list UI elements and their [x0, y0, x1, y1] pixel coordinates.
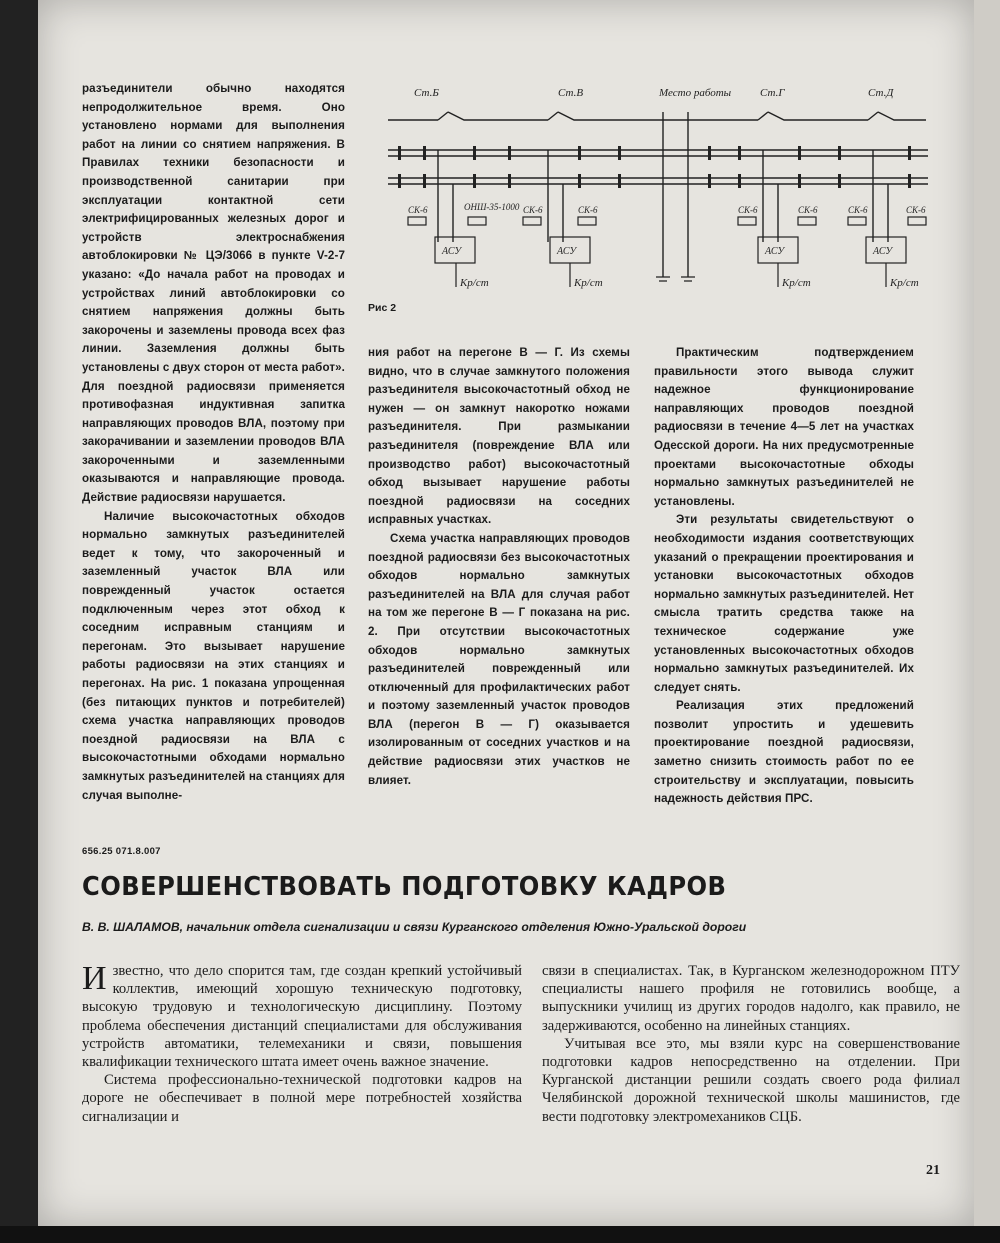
label-sk6: СК-6	[408, 205, 428, 215]
article-byline: В. В. ШАЛАМОВ, начальник отдела сигнализации и связи Курганского отделения Южно-Уральской дороги	[82, 920, 747, 934]
paragraph: Учитывая все это, мы взяли курс на совершенствование подготовки кадров непосредственно на отделении. При Курганской дистанции решили создать своего рода филиал Челябинской дорожной технической школы машинистов, где вести подготовку электромехаников СЦБ.	[542, 1035, 960, 1125]
page-number: 21	[926, 1163, 940, 1178]
magazine-page	[38, 0, 974, 1226]
scan-left-edge	[0, 0, 38, 1226]
paragraph: Система профессионально-технической подготовки кадров на дороге не обеспечивает в полной мере потребностей хозяйства сигнализации и	[82, 1072, 522, 1125]
label-krst: Кр/ст	[782, 277, 811, 289]
label-sk6: СК-6	[798, 205, 818, 215]
label-station-d: Ст.Д	[868, 87, 894, 99]
label-krst: Кр/ст	[574, 277, 603, 289]
drop-cap: И	[82, 960, 107, 997]
paragraph: ния работ на перегоне В — Г. Из схемы видно, что в случае замкнутого положения разъединителя высокочастотный обход не нужен — он замкнут накоротко ножами разъединителя. При размыкании разъединителя (повреждение ВЛА или производство работ) высокочастотный обход вызывает нарушение работы поездной радиосвязи на соседних исправных участках.	[368, 346, 630, 527]
paragraph-text: звестно, что дело спорится там, где создан крепкий устойчивый коллектив, имеющий хорошую техническую подготовку, высокую трудовую и технологическую дисциплину. Поэтому проблема обеспечения дистанций специалистами для обслуживания устройств автоматики, телемеханики и связи, повышения квалификации технического штата имеет очень важное значение.	[82, 963, 522, 1071]
label-sk6: СК-6	[523, 205, 543, 215]
text-column-3	[654, 344, 914, 809]
article-title: СОВЕРШЕНСТВОВАТЬ ПОДГОТОВКУ КАДРОВ	[82, 872, 727, 902]
label-station-b: Ст.Б	[414, 87, 439, 99]
paragraph: Схема участка направляющих проводов поездной радиосвязи без высокочастотных обходов нормально замкнутых разъединителей на ВЛА для случая работ на том же перегоне В — Г показана на рис. 2. При отсутствии высокочастотных обходов нормально замкнутых разъединителей поврежденный или отключенный для профилактических работ и поэтому заземленный участок проводов ВЛА (перегон В — Г) оказывается изолированным от соседних участков и на действие радиосвязи этих участков не влияет.	[368, 531, 630, 787]
label-asu: АСУ	[557, 246, 577, 257]
figure-caption: Рис 2	[368, 302, 397, 314]
paragraph: Эти результаты свидетельствуют о необходимости издания соответствующих указаний о прекращении проектирования и установки высокочастотных обходов нормально замкнутых разъединителей. Нет смысла тратить средства также на техническое содержание уже установленных высокочастотных обходов нормально замкнутых разъединителей. Их следует снять.	[654, 513, 914, 694]
label-krst: Кр/ст	[890, 277, 919, 289]
label-asu: АСУ	[442, 246, 462, 257]
article-column-left	[82, 962, 522, 1126]
label-asu: АСУ	[873, 246, 893, 257]
label-asu: АСУ	[765, 246, 785, 257]
label-sk6: СК-6	[906, 205, 926, 215]
paragraph	[82, 962, 522, 1071]
label-station-g: Ст.Г	[760, 87, 785, 99]
paragraph: Практическим подтверждением правильности этого вывода служит надежное функционирование направляющих проводов поездной радиосвязи в течение 4—5 лет на участках Одесской дороги. На них предусмотренные проектами высокочастотные обходы нормально замкнутых разъединителей не установлены.	[654, 346, 914, 508]
label-onsh: ОНШ-35-1000	[464, 202, 520, 212]
label-station-v: Ст.В	[558, 87, 584, 99]
circuit-diagram	[378, 82, 938, 297]
label-krst: Кр/ст	[460, 277, 489, 289]
circuit-diagram-figure	[378, 82, 938, 297]
paragraph: связи в специалистах. Так, в Курганском железнодорожном ПТУ специалисты нашего профиля не готовились вообще, а выпускники училищ из других городов надолго, как правило, не задерживаются, особенно на линейных станциях.	[542, 963, 960, 1034]
scan-bottom-edge	[0, 1226, 1000, 1243]
article-column-right	[542, 962, 960, 1126]
label-sk6: СК-6	[578, 205, 598, 215]
paragraph: Реализация этих предложений позволит упростить и удешевить проектирование поездной радиосвязи, заметно снизить стоимость работ по ее строительству и эксплуатации, повысить надежность действия ПРС.	[654, 699, 914, 806]
paragraph: разъединители обычно находятся непродолжительное время. Оно установлено нормами для выполнения работ на линии со снятием напряжения. В Правилах техники безопасности и производственной санитарии при эксплуатации контактной сети электрифицированных железных дорог и устройств электроснабжения автоблокировки № ЦЭ/3066 в пункте V-2-7 указано: «До начала работ на проводах и устройствах линий автоблокировки со снятием напряжения должны быть закорочены и заземлены провода всех фаз линии. Заземления должны быть установлены с двух сторон от места работ». Для поездной радиосвязи применяется противофазная индуктивная запитка направляющих проводов ВЛА, поэтому при закорачивании и заземлении проводов ВЛА закороченными и заземленными оказываются и направляющие провода. Действие радиосвязи нарушается.	[82, 82, 345, 505]
label-sk6: СК-6	[848, 205, 868, 215]
paragraph: Наличие высокочастотных обходов нормально замкнутых разъединителей ведет к тому, что закороченный и заземленный участок ВЛА или поврежденный участок остается подключенным через этот обход к соседним исправным станциям и перегонам. Это вызывает нарушение работы радиосвязи на этих станциях и перегонах. На рис. 1 показана упрощенная (без питающих пунктов и потребителей) схема участка направляющих проводов поездной радиосвязи на ВЛА с высокочастотными обходами нормально замкнутых разъединителей на станциях для случая выполне-	[82, 509, 345, 802]
label-sk6: СК-6	[738, 205, 758, 215]
udc-code: 656.25 071.8.007	[82, 846, 161, 857]
text-column-2	[368, 344, 630, 790]
scan-right-edge	[974, 0, 1000, 1226]
text-column-1	[82, 80, 345, 805]
label-work-place: Место работы	[659, 87, 732, 99]
